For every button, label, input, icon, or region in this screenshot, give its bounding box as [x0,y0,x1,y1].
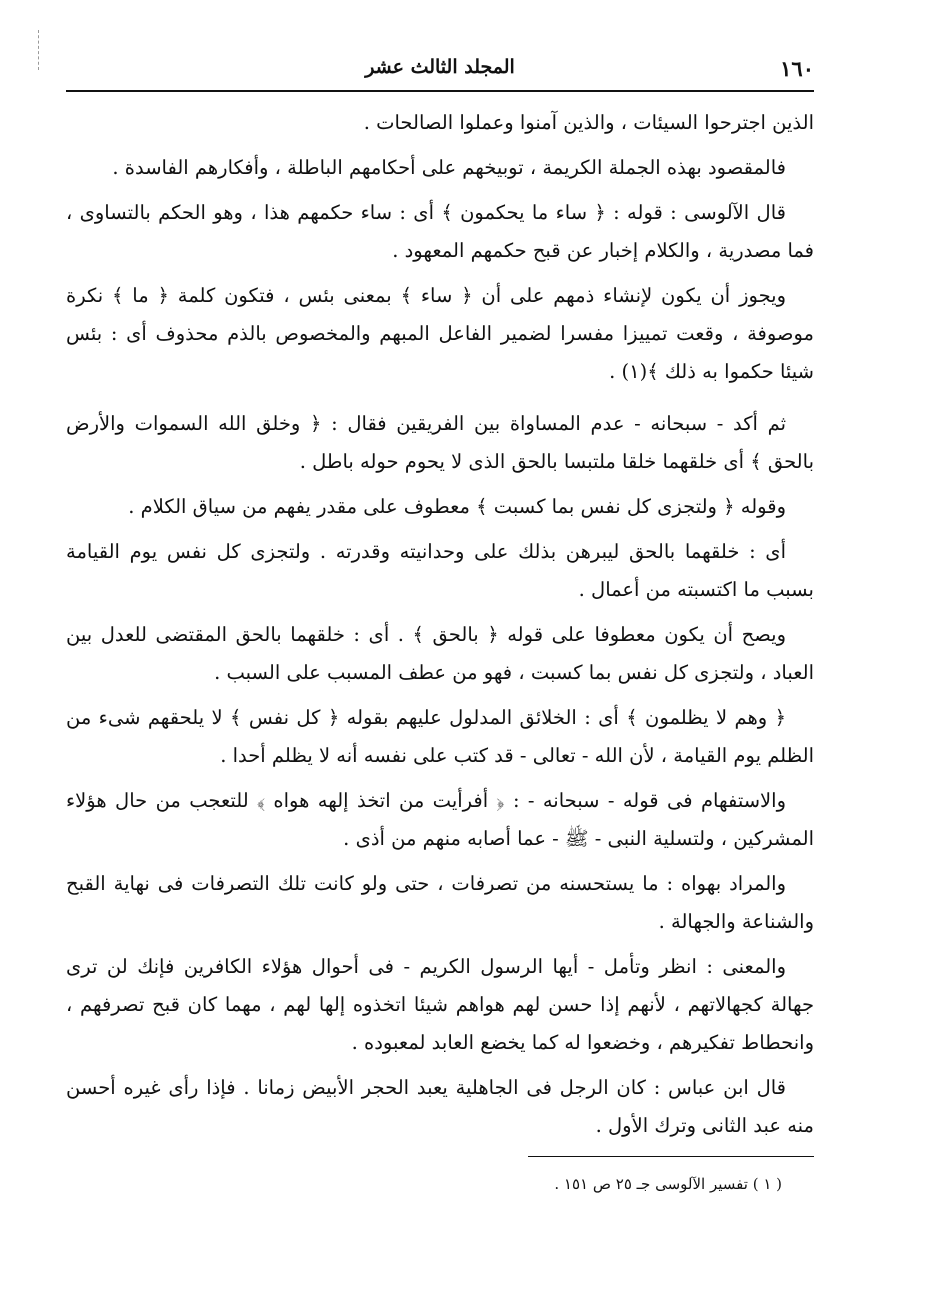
footnote: ( ١ ) تفسير الآلوسى جـ ٢٥ ص ١٥١ . [554,1175,782,1193]
paragraph: والمراد بهواه : ما يستحسنه من تصرفات ، حتى ولو كانت تلك التصرفات فى نهاية القبح والشناعة والجهالة . [66,872,814,933]
paragraph: وقوله ﴿ ولتجزى كل نفس بما كسبت ﴾ معطوف على مقدر يفهم من سياق الكلام . [128,495,786,518]
paragraph: والاستفهام فى قوله - سبحانه - : ﴿ أفرأيت من اتخذ إلهه هواه ﴾ للتعجب من حال هؤلاء المشركين ، ولتسلية النبى - ﷺ - عما أصابه منهم من أذى . [66,789,814,850]
running-title: المجلد الثالث عشر [365,56,515,78]
page-number: ١٦٠ [780,56,814,81]
page-header [66,52,814,88]
header-rule [66,90,814,92]
margin-mark [38,30,41,70]
paragraph: ويصح أن يكون معطوفا على قوله ﴿ بالحق ﴾ . أى : خلقهما بالحق المقتضى للعدل بين العباد ، ولتجزى كل نفس بما كسبت ، فهو من عطف المسبب على السبب . [66,623,814,684]
paragraph: فالمقصود بهذه الجملة الكريمة ، توبيخهم على أحكامهم الباطلة ، وأفكارهم الفاسدة . [112,156,786,179]
footnote-rule [528,1156,814,1157]
paragraph: والمعنى : انظر وتأمل - أيها الرسول الكريم - فى أحوال هؤلاء الكافرين فإنك لن ترى جهالة كجهالاتهم ، لأنهم إذا حسن لهم هواهم شيئا اتخذوه إلها لهم ، مهما كان قبح تصرفهم ، وانحطاط تفكيرهم ، وخضعوا له كما يخضع العابد لمعبوده . [66,955,814,1054]
paragraph: أى : خلقهما بالحق ليبرهن بذلك على وحدانيته وقدرته . ولتجزى كل نفس يوم القيامة بسبب ما اكتسبته من أعمال . [66,540,814,601]
paragraph: ثم أكد - سبحانه - عدم المساواة بين الفريقين فقال : ﴿ وخلق الله السموات والأرض بالحق ﴾ أى خلقهما خلقا ملتبسا بالحق الذى لا يحوم حوله باطل . [66,412,814,473]
paragraph: ﴿ وهم لا يظلمون ﴾ أى : الخلائق المدلول عليهم بقوله ﴿ كل نفس ﴾ لا يلحقهم شىء من الظلم يوم القيامة ، لأن الله - تعالى - قد كتب على نفسه أنه لا يظلم أحدا . [66,706,814,767]
paragraph: ويجوز أن يكون لإنشاء ذمهم على أن ﴿ ساء ﴾ بمعنى بئس ، فتكون كلمة ﴿ ما ﴾ نكرة موصوفة ، وقعت تمييزا مفسرا لضمير الفاعل المبهم والمخصوص بالذم محذوف أى : بئس شيئا حكموا به ذلك ﴾(١) . [66,284,814,383]
body-text [66,104,814,1152]
paragraph: الذين اجترحوا السيئات ، والذين آمنوا وعملوا الصالحات . [363,111,814,134]
paragraph: قال الآلوسى : قوله : ﴿ ساء ما يحكمون ﴾ أى : ساء حكمهم هذا ، وهو الحكم بالتساوى ، فما مصدرية ، والكلام إخبار عن قبح حكمهم المعهود . [66,201,814,262]
paragraph: قال ابن عباس : كان الرجل فى الجاهلية يعبد الحجر الأبيض زمانا . فإذا رأى غيره أحسن منه عبد الثانى وترك الأول . [66,1076,814,1137]
